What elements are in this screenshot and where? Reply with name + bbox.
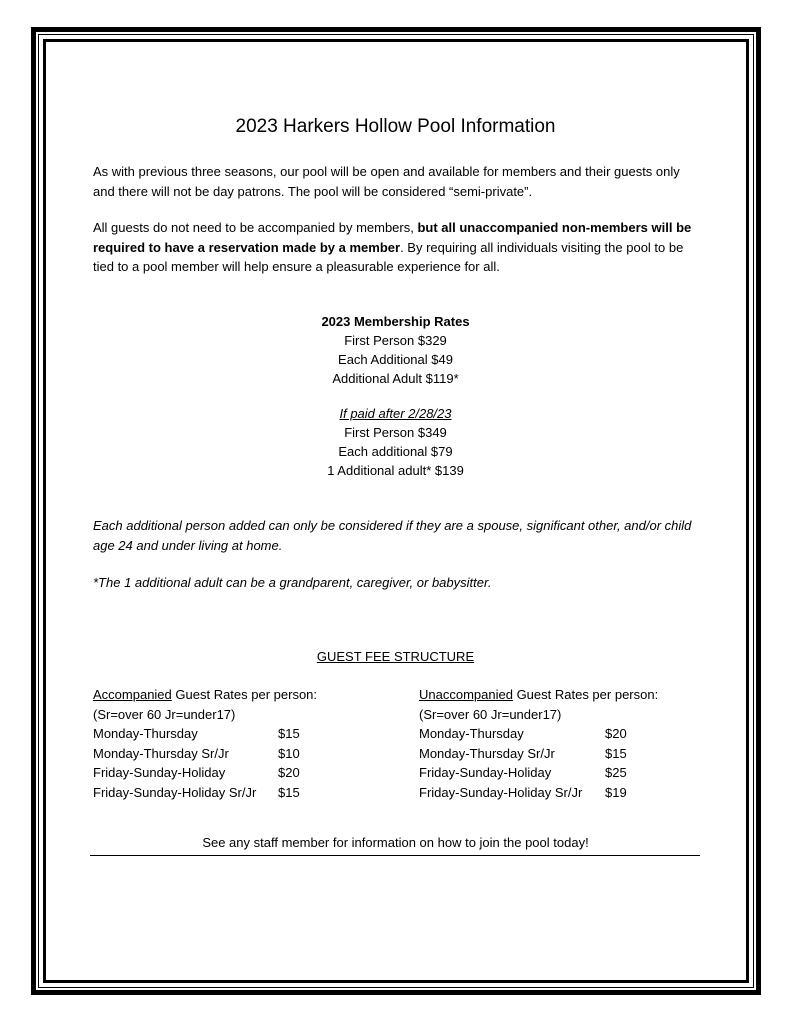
rate-label: Monday-Thursday Sr/Jr [93, 745, 229, 761]
rate-label: Friday-Sunday-Holiday [93, 765, 226, 780]
unaccompanied-heading-rest: Guest Rates per person: [512, 687, 659, 702]
unaccompanied-rates [419, 685, 719, 802]
guests-paragraph [93, 218, 703, 277]
accompanied-heading-underlined: Accompanied [93, 687, 172, 702]
additional-adult-note: *The 1 additional adult can be a grandparent, caregiver, or babysitter. [93, 575, 492, 590]
membership-rates-heading: 2023 Membership Rates [321, 314, 470, 329]
footer-rule [90, 855, 700, 856]
guests-paragraph-bold: but all unaccompanied non-members will be required to have a reservation made by a member [93, 220, 692, 255]
accompanied-heading [93, 685, 393, 705]
accompanied-row [93, 744, 393, 764]
late-rate-item: First Person $349 [344, 425, 447, 440]
rate-price: $10 [278, 745, 300, 761]
membership-rate-item: First Person $329 [344, 333, 447, 348]
guest-fee-heading: GUEST FEE STRUCTURE [316, 649, 475, 664]
unaccompanied-heading [419, 685, 719, 705]
accompanied-row [93, 783, 393, 803]
unaccompanied-heading-underlined: Unaccompanied [419, 687, 513, 702]
rate-price: $15 [278, 726, 300, 741]
membership-rates [0, 312, 791, 388]
accompanied-row [93, 724, 393, 744]
footer-note: See any staff member for information on how to join the pool today! [202, 835, 589, 850]
late-rates-heading: If paid after 2/28/23 [339, 406, 452, 421]
rate-label: Friday-Sunday-Holiday Sr/Jr [419, 784, 583, 800]
unaccompanied-row [419, 744, 719, 764]
accompanied-row [93, 763, 393, 783]
rate-label: Friday-Sunday-Holiday [419, 765, 552, 780]
unaccompanied-row [419, 763, 719, 783]
late-rate-item: Each additional $79 [338, 444, 453, 459]
accompanied-rates [93, 685, 393, 802]
page-title: 2023 Harkers Hollow Pool Information [235, 116, 556, 137]
rate-price: $15 [278, 784, 300, 800]
intro-paragraph: As with previous three seasons, our pool will be open and available for members and their guests only and there will not be day patrons. The pool will be considered “semi-private”. [93, 164, 680, 199]
rate-price: $19 [605, 784, 627, 800]
unaccompanied-row [419, 783, 719, 803]
late-membership-rates [0, 404, 791, 480]
accompanied-subheading: (Sr=over 60 Jr=under17) [93, 706, 236, 722]
rate-label: Monday-Thursday Sr/Jr [419, 745, 555, 761]
rate-label: Monday-Thursday [419, 726, 524, 741]
late-rate-item: 1 Additional adult* $139 [327, 463, 464, 478]
rate-label: Monday-Thursday [93, 726, 198, 741]
rate-price: $20 [605, 726, 627, 741]
additional-person-note: Each additional person added can only be considered if they are a spouse, significant other, and/or child age 24 and under living at home. [93, 518, 692, 553]
guests-paragraph-part1: All guests do not need to be accompanied by members, [93, 220, 418, 235]
unaccompanied-subheading: (Sr=over 60 Jr=under17) [419, 706, 562, 722]
unaccompanied-row [419, 724, 719, 744]
membership-rate-item: Additional Adult $119* [332, 371, 459, 386]
accompanied-heading-rest: Guest Rates per person: [171, 687, 318, 702]
rate-price: $20 [278, 765, 300, 780]
membership-rate-item: Each Additional $49 [338, 352, 453, 367]
rate-price: $25 [605, 765, 627, 780]
guests-paragraph-part2: . By requiring all individuals visiting the pool to be tied to a pool member will help ensure a pleasurable experience for all. [93, 239, 684, 274]
rate-price: $15 [605, 745, 627, 761]
rate-label: Friday-Sunday-Holiday Sr/Jr [93, 784, 257, 800]
